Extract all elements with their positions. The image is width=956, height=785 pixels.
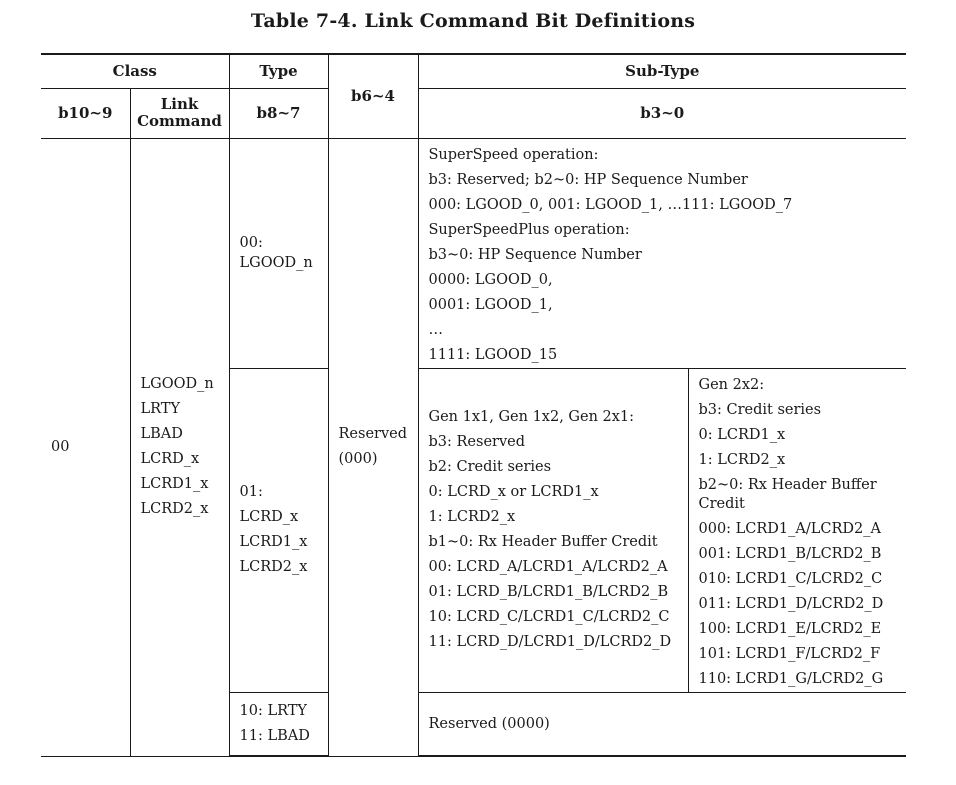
subtype-00-line: …: [428, 321, 443, 338]
header-b8-7: b8~7: [229, 88, 328, 138]
type-01-item: LCRD2_x: [239, 559, 308, 575]
link-command-item: LCRD1_x: [140, 476, 209, 492]
subtype-00-line: SuperSpeedPlus operation:: [428, 221, 630, 238]
subtype-01-gen2x2-line: 101: LCRD1_F/LCRD2_F: [698, 645, 881, 662]
subtype-01-gen2x2-line: 001: LCRD1_B/LCRD2_B: [698, 545, 882, 562]
subtype-10-11-value: Reserved (0000): [428, 715, 550, 732]
subtype-00-line: 0000: LGOOD_0,: [428, 271, 553, 288]
header-type: Type: [229, 54, 328, 88]
table-title: Table 7-4. Link Command Bit Definitions: [250, 10, 696, 32]
subtype-00-line: b3: Reserved; b2~0: HP Sequence Number: [428, 171, 748, 188]
subtype-01-gen2x2-line: 110: LCRD1_G/LCRD2_G: [698, 670, 884, 687]
header-b6-4: b6~4: [328, 54, 418, 138]
subtype-01-gen1-line: 11: LCRD_D/LCRD1_D/LCRD2_D: [428, 634, 672, 650]
header-b3-0: b3~0: [418, 88, 906, 138]
type-11-item: 11: LBAD: [239, 727, 310, 744]
type-00-name: LGOOD_n: [239, 255, 313, 271]
link-command-item: LRTY: [140, 401, 181, 417]
subtype-00-line: b3~0: HP Sequence Number: [428, 246, 642, 263]
subtype-00-line: 000: LGOOD_0, 001: LGOOD_1, …111: LGOOD_7: [428, 196, 793, 213]
subtype-01-gen2x2-line: b2~0: Rx Header Buffer Credit: [698, 476, 877, 512]
subtype-01-gen1-line: 0: LCRD_x or LCRD1_x: [428, 484, 599, 500]
subtype-01-gen1-line: b1~0: Rx Header Buffer Credit: [428, 534, 658, 550]
subtype-01-gen2x2-line: b3: Credit series: [698, 401, 822, 418]
type-01-cell: [229, 368, 328, 692]
header-class: Class: [41, 54, 229, 88]
subtype-01-gen1-cell: [418, 368, 688, 692]
link-command-item: LBAD: [140, 426, 183, 442]
type-00-cell: [229, 138, 328, 368]
subtype-10-11-cell: [418, 692, 906, 756]
b6-4-value-cell: [328, 138, 418, 756]
subtype-01-gen2x2-line: 000: LCRD1_A/LCRD2_A: [698, 520, 881, 537]
class-value-cell: [41, 138, 130, 756]
b6-4-value: (000): [338, 451, 378, 467]
class-value: 00: [51, 439, 70, 455]
header-link-command: Link Command: [130, 88, 229, 138]
subtype-01-gen1-line: Gen 1x1, Gen 1x2, Gen 2x1:: [428, 409, 635, 425]
subtype-00-line: SuperSpeed operation:: [428, 146, 599, 163]
type-10-11-cell: [229, 692, 328, 756]
header-b10-9: b10~9: [41, 88, 130, 138]
subtype-01-gen2x2-line: 011: LCRD1_D/LCRD2_D: [698, 595, 884, 612]
subtype-01-gen2x2-line: Gen 2x2:: [698, 376, 765, 393]
subtype-01-gen1-line: b2: Credit series: [428, 459, 552, 475]
subtype-00-line: 1111: LGOOD_15: [428, 346, 558, 363]
link-command-table: [41, 53, 906, 757]
type-01-item: LCRD_x: [239, 509, 299, 525]
b6-4-value: Reserved: [338, 426, 408, 442]
subtype-01-gen1-line: 01: LCRD_B/LCRD1_B/LCRD2_B: [428, 584, 669, 600]
subtype-01-gen2x2-line: 0: LCRD1_x: [698, 426, 786, 443]
subtype-00-cell: [418, 138, 906, 368]
subtype-01-gen1-line: 10: LCRD_C/LCRD1_C/LCRD2_C: [428, 609, 670, 625]
subtype-01-gen1-line: 1: LCRD2_x: [428, 509, 516, 525]
type-01-item: LCRD1_x: [239, 534, 308, 550]
subtype-01-gen2x2-cell: [688, 368, 906, 692]
type-00-code: 00:: [239, 235, 263, 251]
type-10-item: 10: LRTY: [239, 702, 307, 719]
subtype-01-gen2x2-line: 100: LCRD1_E/LCRD2_E: [698, 620, 882, 637]
link-command-item: LCRD_x: [140, 451, 200, 467]
subtype-01-gen1-line: b3: Reserved: [428, 434, 526, 450]
type-01-item: 01:: [239, 484, 263, 500]
subtype-00-line: 0001: LGOOD_1,: [428, 296, 553, 313]
subtype-01-gen2x2-line: 1: LCRD2_x: [698, 451, 786, 468]
subtype-01-gen2x2-line: 010: LCRD1_C/LCRD2_C: [698, 570, 883, 587]
link-command-item: LGOOD_n: [140, 376, 214, 392]
header-subtype: Sub-Type: [418, 54, 906, 88]
link-command-item: LCRD2_x: [140, 501, 209, 517]
subtype-01-gen1-line: 00: LCRD_A/LCRD1_A/LCRD2_A: [428, 559, 668, 575]
link-command-cell: [130, 138, 229, 756]
